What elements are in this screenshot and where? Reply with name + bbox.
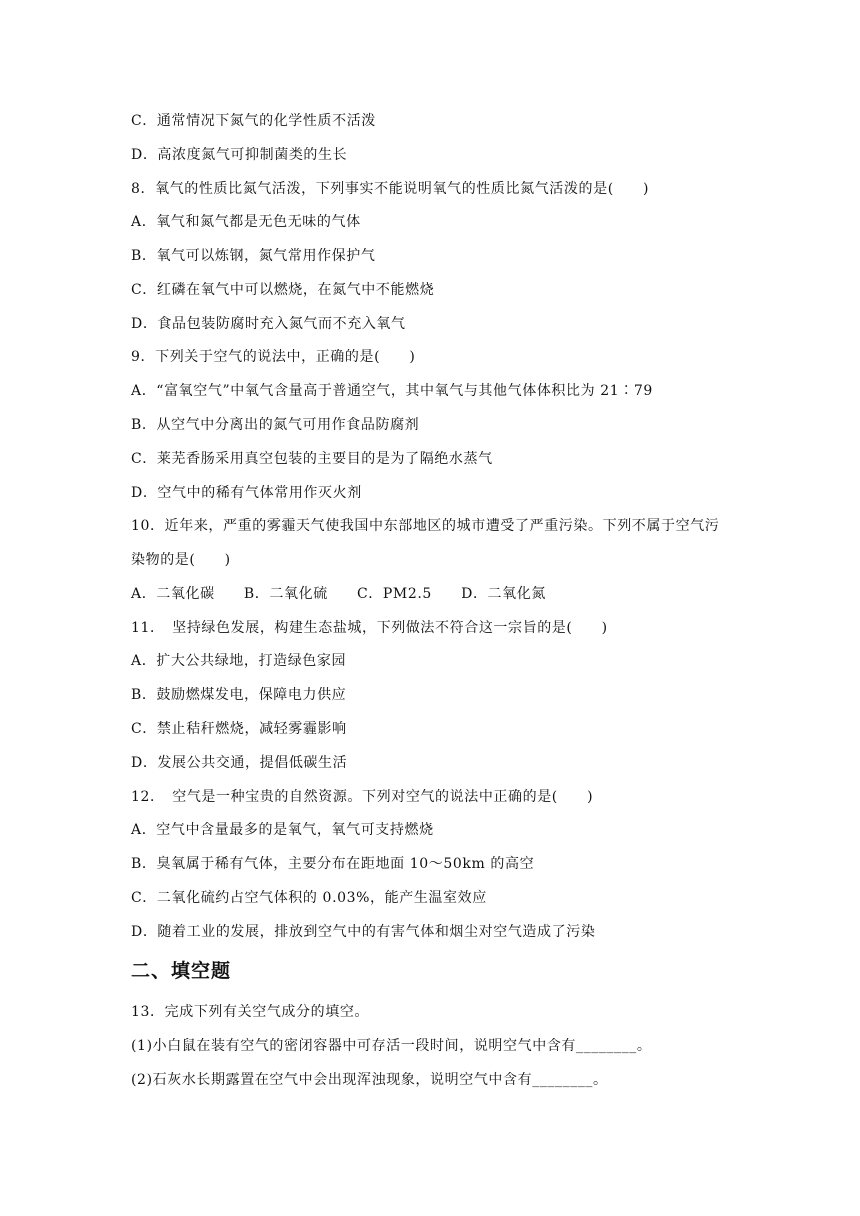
option-d-q7: D．高浓度氮气可抑制菌类的生长 [131,147,348,163]
question-8: 8．氧气的性质比氮气活泼，下列事实不能说明氧气的性质比氮气活泼的是( ) [131,181,650,197]
option-c-q12: C．二氧化硫约占空气体积的 0.03%，能产生温室效应 [131,890,487,906]
option-c-q8: C．红磷在氧气中可以燃烧，在氮气中不能燃烧 [131,282,435,298]
option-a-q11: A．扩大公共绿地，打造绿色家园 [131,653,347,669]
option-b-q8: B．氧气可以炼钢，氮气常用作保护气 [131,248,376,264]
question-13-part-2: (2)石灰水长期露置在空气中会出现浑浊现象，说明空气中含有________。 [131,1072,608,1088]
question-11: 11． 坚持绿色发展，构建生态盐城，下列做法不符合这一宗旨的是( ) [131,620,608,636]
question-10-line-1: 10．近年来，严重的雾霾天气使我国中东部地区的城市遭受了严重污染。下列不属于空气污 [131,518,720,534]
option-b-q12: B．臭氧属于稀有气体，主要分布在距地面 10～50km 的高空 [131,856,535,872]
question-10-line-2: 染物的是( ) [131,552,231,568]
option-c-q7: C．通常情况下氮气的化学性质不活泼 [131,113,376,129]
option-a-q8: A．氧气和氮气都是无色无味的气体 [131,214,361,230]
option-d-q9: D．空气中的稀有气体常用作灭火剂 [131,485,362,501]
option-d-q8: D．食品包装防腐时充入氮气而不充入氧气 [131,316,406,332]
section-heading: 二、填空题 [131,960,232,982]
option-c-q11: C．禁止秸秆燃烧，减轻雾霾影响 [131,721,347,737]
option-d-q12: D．随着工业的发展，排放到空气中的有害气体和烟尘对空气造成了污染 [131,924,596,940]
option-b-q9: B．从空气中分离出的氮气可用作食品防腐剂 [131,417,420,433]
option-d-q11: D．发展公共交通，提倡低碳生活 [131,755,348,771]
question-12: 12． 空气是一种宝贵的自然资源。下列对空气的说法中正确的是( ) [131,789,594,805]
option-b-q11: B．鼓励燃煤发电，保障电力供应 [131,687,347,703]
option-a-q9: A．“富氧空气”中氧气含量高于普通空气，其中氧气与其他气体体积比为 21∶79 [131,383,653,399]
question-13: 13．完成下列有关空气成分的填空。 [131,1004,370,1020]
option-c-q9: C．莱芜香肠采用真空包装的主要目的是为了隔绝水蒸气 [131,451,493,467]
question-9: 9．下列关于空气的说法中，正确的是( ) [131,349,416,365]
question-13-part-1: (1)小白鼠在装有空气的密闭容器中可存活一段时间，说明空气中含有________。 [131,1038,652,1054]
option-a-q12: A．空气中含量最多的是氧气，氧气可支持燃烧 [131,822,434,838]
options-q10: A．二氧化碳 B．二氧化硫 C．PM2.5 D．二氧化氮 [131,586,546,602]
